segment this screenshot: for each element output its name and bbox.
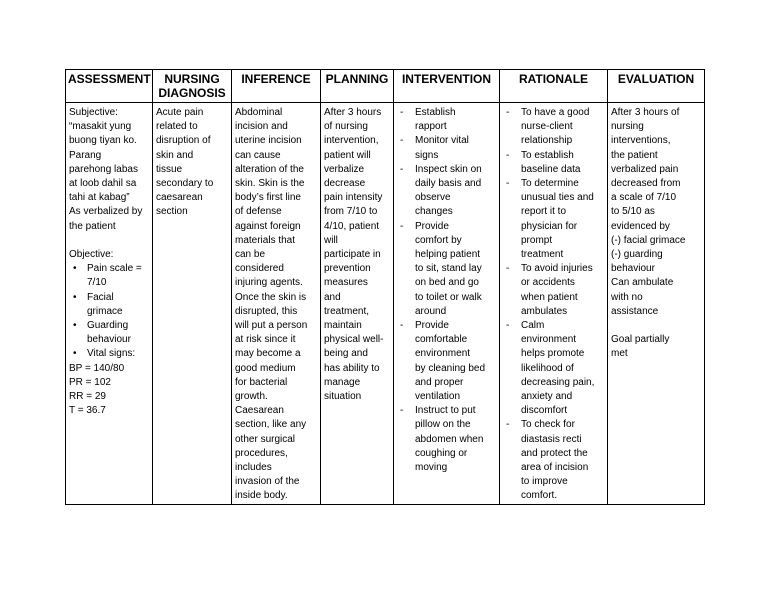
inference-line: incision and bbox=[235, 121, 288, 133]
planning-line: and bbox=[324, 291, 341, 303]
nursing-care-plan-table bbox=[65, 69, 705, 505]
planning-line: patient will bbox=[324, 149, 371, 161]
inference-line: can be bbox=[235, 249, 266, 261]
planning-line: measures bbox=[324, 277, 368, 289]
planning-line: decrease bbox=[324, 178, 366, 190]
intervention-line: - Inspect skin on bbox=[397, 163, 496, 177]
intervention-line: around bbox=[415, 305, 447, 317]
planning-line: prevention bbox=[324, 263, 371, 275]
planning-line: manage bbox=[324, 376, 361, 388]
inference-line: alteration of the bbox=[235, 163, 304, 175]
inference-line: at risk since it bbox=[235, 334, 296, 346]
header-rationale: RATIONALE bbox=[500, 70, 608, 103]
nursing-diagnosis-line: secondary to bbox=[156, 178, 214, 190]
evaluation-cell bbox=[608, 103, 705, 505]
intervention-line: - Instruct to put bbox=[397, 404, 496, 418]
intervention-line: to sit, stand lay bbox=[415, 263, 482, 275]
inference-line: of defense bbox=[235, 206, 282, 218]
intervention-line: and proper bbox=[415, 376, 464, 388]
rationale-line: report it to bbox=[521, 206, 567, 218]
assessment-line: • Pain scale = bbox=[69, 262, 149, 276]
evaluation-line: behaviour bbox=[611, 263, 655, 275]
intervention-line: ventilation bbox=[415, 391, 461, 403]
planning-line: physical well- bbox=[324, 334, 384, 346]
rationale-line: area of incision bbox=[521, 462, 589, 474]
header-nursing-diagnosis: NURSING DIAGNOSIS bbox=[153, 70, 232, 103]
nursing-diagnosis-line: Acute pain bbox=[156, 107, 204, 118]
nursing-diagnosis-line: skin and bbox=[156, 149, 194, 161]
intervention-line: by cleaning bed bbox=[415, 362, 486, 374]
nursing-diagnosis-cell bbox=[153, 103, 232, 505]
inference-line: materials that bbox=[235, 234, 296, 246]
rationale-line: decreasing pain, bbox=[521, 376, 595, 388]
content-row bbox=[66, 103, 705, 505]
rationale-line: - To have a good bbox=[503, 106, 604, 120]
nursing-diagnosis-line: section bbox=[156, 206, 188, 218]
inference-line: body’s first line bbox=[235, 192, 301, 204]
inference-line: growth. bbox=[235, 391, 268, 403]
rationale-line: anxiety and bbox=[521, 391, 573, 403]
inference-line: may become a bbox=[235, 348, 301, 360]
evaluation-line: Can ambulate bbox=[611, 277, 674, 289]
intervention-line: environment bbox=[415, 348, 471, 360]
rationale-line: to improve bbox=[521, 476, 568, 488]
rationale-line: - To establish bbox=[503, 149, 604, 163]
rationale-line: baseline data bbox=[521, 163, 581, 175]
inference-line: section, like any bbox=[235, 419, 307, 431]
nursing-diagnosis-line: tissue bbox=[156, 163, 183, 175]
assessment-line: • Facial bbox=[69, 291, 149, 305]
intervention-line: on bed and go bbox=[415, 277, 479, 289]
planning-line: pain intensity bbox=[324, 192, 383, 204]
planning-line: intervention, bbox=[324, 135, 379, 147]
evaluation-line: the patient bbox=[611, 149, 658, 161]
planning-line: maintain bbox=[324, 320, 362, 332]
rationale-line: - To check for bbox=[503, 418, 604, 432]
intervention-line: daily basis and bbox=[415, 178, 482, 190]
planning-line: participate in bbox=[324, 249, 381, 261]
planning-line: 4/10, patient bbox=[324, 220, 380, 232]
inference-line: for bacterial bbox=[235, 376, 288, 388]
evaluation-line: (-) facial grimace bbox=[611, 234, 686, 246]
rationale-line: diastasis recti bbox=[521, 433, 582, 445]
rationale-line: likelihood of bbox=[521, 362, 574, 374]
evaluation-line: nursing bbox=[611, 121, 644, 133]
rationale-line: - Calm bbox=[503, 319, 604, 333]
assessment-line: the patient bbox=[69, 220, 116, 232]
evaluation-line: evidenced by bbox=[611, 220, 670, 232]
evaluation-line: decreased from bbox=[611, 178, 681, 190]
inference-line: procedures, bbox=[235, 447, 288, 459]
intervention-line: abdomen when bbox=[415, 433, 484, 445]
inference-line: injuring agents. bbox=[235, 277, 303, 289]
inference-line: uterine incision bbox=[235, 135, 302, 147]
rationale-line: and protect the bbox=[521, 447, 588, 459]
assessment-line: Parang bbox=[69, 149, 102, 161]
inference-line: Abdominal bbox=[235, 107, 283, 118]
rationale-line: discomfort bbox=[521, 405, 568, 417]
assessment-line: grimace bbox=[87, 305, 123, 317]
planning-line: being and bbox=[324, 348, 368, 360]
inference-line: Caesarean bbox=[235, 405, 284, 417]
assessment-line: buong tiyan ko. bbox=[69, 135, 137, 147]
intervention-line: moving bbox=[415, 462, 448, 474]
header-evaluation: EVALUATION bbox=[608, 70, 705, 103]
inference-line: against foreign bbox=[235, 220, 301, 232]
rationale-line: relationship bbox=[521, 135, 573, 147]
assessment-line: • Vital signs: bbox=[69, 347, 149, 361]
assessment-line: at loob dahil sa bbox=[69, 178, 137, 190]
evaluation-line bbox=[611, 319, 701, 333]
inference-line: invasion of the bbox=[235, 476, 300, 488]
evaluation-line: a scale of 7/10 bbox=[611, 192, 677, 204]
assessment-line: PR = 102 bbox=[69, 376, 111, 388]
rationale-line: prompt bbox=[521, 234, 553, 246]
inference-line: skin. Skin is the bbox=[235, 178, 305, 190]
intervention-line: rapport bbox=[415, 121, 447, 133]
header-assessment: ASSESSMENT bbox=[66, 70, 153, 103]
inference-cell bbox=[232, 103, 321, 505]
inference-line: other surgical bbox=[235, 433, 296, 445]
rationale-line: ambulates bbox=[521, 305, 568, 317]
assessment-line: As verbalized by bbox=[69, 206, 143, 218]
assessment-line bbox=[69, 234, 149, 248]
intervention-line: coughing or bbox=[415, 447, 468, 459]
evaluation-line: assistance bbox=[611, 305, 659, 317]
intervention-line: to toilet or walk bbox=[415, 291, 482, 303]
intervention-line: - Establish bbox=[397, 106, 496, 120]
nursing-diagnosis-line: disruption of bbox=[156, 135, 211, 147]
assessment-line: behaviour bbox=[87, 334, 131, 346]
planning-line: After 3 hours bbox=[324, 107, 382, 118]
nursing-diagnosis-line: caesarean bbox=[156, 192, 203, 204]
rationale-line: nurse-client bbox=[521, 121, 573, 133]
intervention-line: - Provide bbox=[397, 220, 496, 234]
intervention-line: changes bbox=[415, 206, 453, 218]
intervention-line: comfort by bbox=[415, 234, 462, 246]
header-inference: INFERENCE bbox=[232, 70, 321, 103]
assessment-line: “masakit yung bbox=[69, 121, 132, 133]
assessment-line: 7/10 bbox=[87, 277, 107, 289]
evaluation-line: to 5/10 as bbox=[611, 206, 655, 218]
assessment-cell bbox=[66, 103, 153, 505]
inference-line: inside body. bbox=[235, 490, 288, 502]
header-intervention: INTERVENTION bbox=[394, 70, 500, 103]
evaluation-line: After 3 hours of bbox=[611, 107, 680, 118]
intervention-line: observe bbox=[415, 192, 451, 204]
rationale-line: treatment bbox=[521, 249, 564, 261]
intervention-line: - Provide bbox=[397, 319, 496, 333]
intervention-line: - Monitor vital bbox=[397, 134, 496, 148]
evaluation-line: verbalized pain bbox=[611, 163, 679, 175]
planning-line: will bbox=[324, 234, 338, 246]
rationale-line: - To avoid injuries bbox=[503, 262, 604, 276]
header-row bbox=[66, 70, 705, 103]
rationale-cell bbox=[500, 103, 608, 505]
assessment-line: Subjective: bbox=[69, 107, 118, 118]
inference-line: considered bbox=[235, 263, 284, 275]
intervention-cell bbox=[394, 103, 500, 505]
planning-line: treatment, bbox=[324, 305, 370, 317]
planning-line: situation bbox=[324, 391, 362, 403]
rationale-line: when patient bbox=[521, 291, 578, 303]
assessment-line: T = 36.7 bbox=[69, 405, 106, 417]
assessment-line: parehong labas bbox=[69, 163, 138, 175]
assessment-line: RR = 29 bbox=[69, 391, 106, 403]
intervention-line: pillow on the bbox=[415, 419, 471, 431]
inference-line: can cause bbox=[235, 149, 281, 161]
assessment-line: tahi at kabag” bbox=[69, 192, 130, 204]
assessment-line: Objective: bbox=[69, 249, 114, 261]
inference-line: includes bbox=[235, 462, 272, 474]
planning-line: has ability to bbox=[324, 362, 380, 374]
evaluation-line: (-) guarding bbox=[611, 249, 663, 261]
planning-cell bbox=[321, 103, 394, 505]
rationale-line: - To determine bbox=[503, 177, 604, 191]
assessment-line: BP = 140/80 bbox=[69, 362, 125, 374]
nursing-diagnosis-line: related to bbox=[156, 121, 198, 133]
evaluation-line: Goal partially bbox=[611, 334, 670, 346]
planning-line: of nursing bbox=[324, 121, 368, 133]
inference-line: Once the skin is bbox=[235, 291, 307, 303]
rationale-line: physician for bbox=[521, 220, 578, 232]
rationale-line: helps promote bbox=[521, 348, 585, 360]
rationale-line: unusual ties and bbox=[521, 192, 594, 204]
header-planning: PLANNING bbox=[321, 70, 394, 103]
intervention-line: helping patient bbox=[415, 249, 481, 261]
planning-line: verbalize bbox=[324, 163, 365, 175]
rationale-line: environment bbox=[521, 334, 577, 346]
rationale-line: comfort. bbox=[521, 490, 558, 502]
inference-line: good medium bbox=[235, 362, 296, 374]
assessment-line: • Guarding bbox=[69, 319, 149, 333]
evaluation-line: interventions, bbox=[611, 135, 671, 147]
rationale-line: or accidents bbox=[521, 277, 575, 289]
inference-line: will put a person bbox=[235, 320, 308, 332]
inference-line: disrupted, this bbox=[235, 305, 298, 317]
planning-line: from 7/10 to bbox=[324, 206, 378, 218]
intervention-line: comfortable bbox=[415, 334, 468, 346]
evaluation-line: met bbox=[611, 348, 628, 360]
evaluation-line: with no bbox=[611, 291, 643, 303]
intervention-line: signs bbox=[415, 149, 439, 161]
